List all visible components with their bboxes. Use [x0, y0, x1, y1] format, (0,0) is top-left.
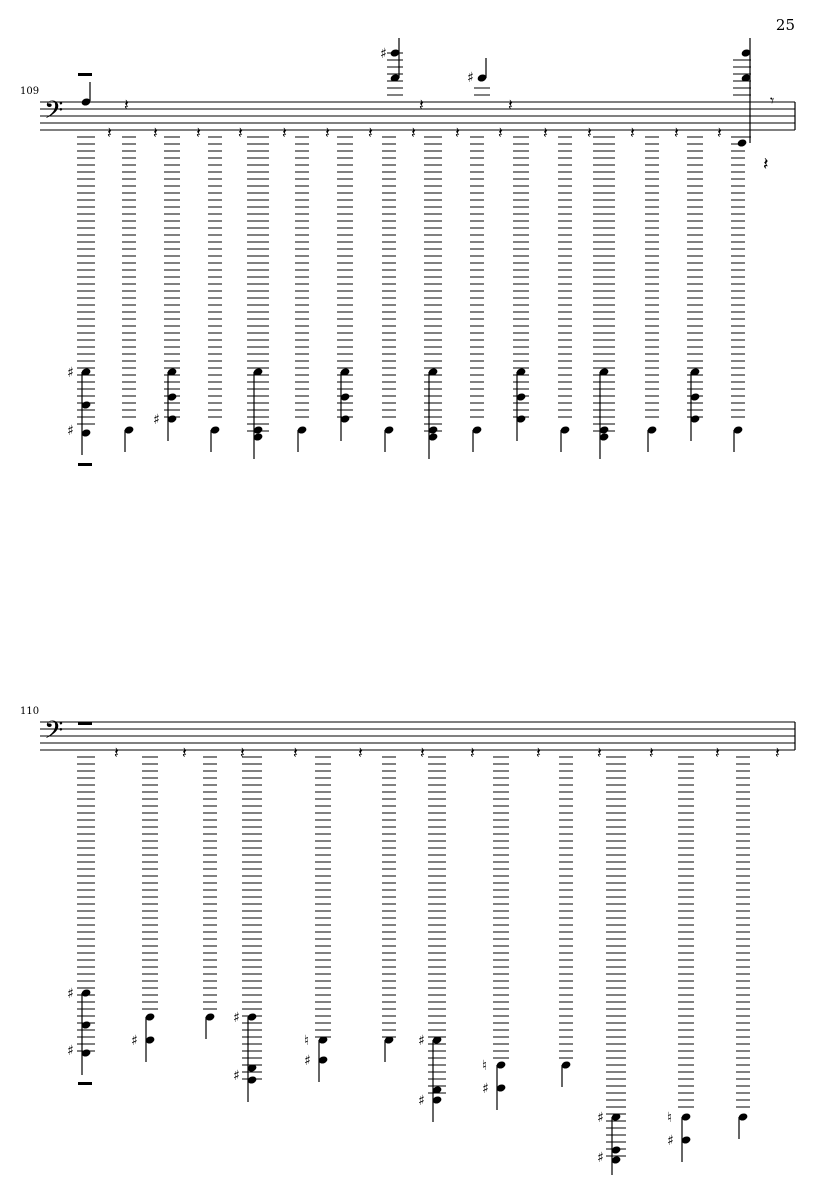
- quarter-rest-icon: 𝄽: [293, 743, 298, 762]
- natural-icon: ♮: [304, 1033, 310, 1049]
- quarter-rest-icon: 𝄽: [124, 95, 129, 114]
- rest-whole: [78, 463, 92, 466]
- quarter-rest-icon: 𝄽: [543, 123, 548, 142]
- ledger-line-stacks: [77, 137, 745, 431]
- quarter-rest-icon: 𝄽: [775, 743, 780, 762]
- quarter-rest-icon: 𝄽: [153, 123, 158, 142]
- quarter-rest-icon: 𝄽: [717, 123, 722, 142]
- quarter-rest-icon: 𝄽: [536, 743, 541, 762]
- quarter-rest-icon: 𝄽: [368, 123, 373, 142]
- sharp-icon: ♯: [153, 412, 160, 428]
- quarter-rest-icon: 𝄽: [649, 743, 654, 762]
- bass-clef-icon: 𝄢: [44, 716, 64, 751]
- measure-number-109: 109: [20, 86, 40, 97]
- natural-icon: ♮: [667, 1110, 673, 1126]
- low-notes: [67, 365, 743, 459]
- quarter-rest-icon: 𝄽: [282, 123, 287, 142]
- page-number: 25: [775, 16, 795, 34]
- staff-system-109: [40, 38, 795, 466]
- ledger-line-stacks: [77, 757, 750, 1156]
- sharp-icon: ♯: [597, 1150, 604, 1166]
- quarter-rest-icon: 𝄽: [196, 123, 201, 142]
- high-chord: [380, 38, 403, 95]
- quarter-rest-icon: 𝄽: [763, 154, 769, 175]
- sharp-icon: ♯: [67, 986, 74, 1002]
- quarter-rest-icon: 𝄽: [597, 743, 602, 762]
- quarter-rest-icon: 𝄽: [715, 743, 720, 762]
- sharp-icon: ♯: [131, 1033, 138, 1049]
- rest-whole: [78, 73, 92, 76]
- rest-whole: [78, 1082, 92, 1085]
- quarter-rest-icon: 𝄽: [107, 123, 112, 142]
- staff-lines: [40, 722, 795, 750]
- natural-icon: ♮: [482, 1058, 488, 1074]
- high-note: [467, 58, 490, 95]
- quarter-rest-icon: 𝄽: [114, 743, 119, 762]
- quarter-rest-icon: 𝄽: [587, 123, 592, 142]
- sharp-icon: ♯: [467, 70, 474, 86]
- sharp-icon: ♯: [67, 423, 74, 439]
- sharp-icon: ♯: [418, 1093, 425, 1109]
- quarter-rest-icon: 𝄽: [238, 123, 243, 142]
- sharp-icon: ♯: [233, 1010, 240, 1026]
- sharp-icon: ♯: [482, 1081, 489, 1097]
- quarter-rest-icon: 𝄽: [240, 743, 245, 762]
- eighth-rest-icon: 𝄾: [770, 91, 775, 110]
- bass-clef-icon: 𝄢: [44, 96, 64, 131]
- low-notes: [67, 986, 748, 1175]
- final-chord: [733, 38, 751, 148]
- quarter-rest-icon: 𝄽: [455, 123, 460, 142]
- sharp-icon: ♯: [233, 1068, 240, 1084]
- sharp-icon: ♯: [667, 1133, 674, 1149]
- staff-system-110: [40, 716, 795, 1175]
- quarter-rest-icon: 𝄽: [498, 123, 503, 142]
- quarter-rests: [114, 743, 780, 762]
- rest-whole: [78, 722, 92, 725]
- quarter-rest-icon: 𝄽: [630, 123, 635, 142]
- quarter-rest-icon: 𝄽: [325, 123, 330, 142]
- measure-number-110: 110: [20, 706, 40, 717]
- quarter-rest-icon: 𝄽: [674, 123, 679, 142]
- note-head: [81, 82, 92, 107]
- quarter-rest-icon: 𝄽: [182, 743, 187, 762]
- quarter-rest-icon: 𝄽: [470, 743, 475, 762]
- sharp-icon: ♯: [67, 1043, 74, 1059]
- quarter-rest-icon: 𝄽: [411, 123, 416, 142]
- quarter-rest-icon: 𝄽: [358, 743, 363, 762]
- quarter-rest-icon: 𝄽: [508, 95, 513, 114]
- sharp-icon: ♯: [67, 365, 74, 381]
- sharp-icon: ♯: [304, 1053, 311, 1069]
- sharp-icon: ♯: [418, 1033, 425, 1049]
- sharp-icon: ♯: [380, 46, 387, 62]
- sharp-icon: ♯: [597, 1110, 604, 1126]
- quarter-rest-icon: 𝄽: [419, 95, 424, 114]
- quarter-rest-icon: 𝄽: [420, 743, 425, 762]
